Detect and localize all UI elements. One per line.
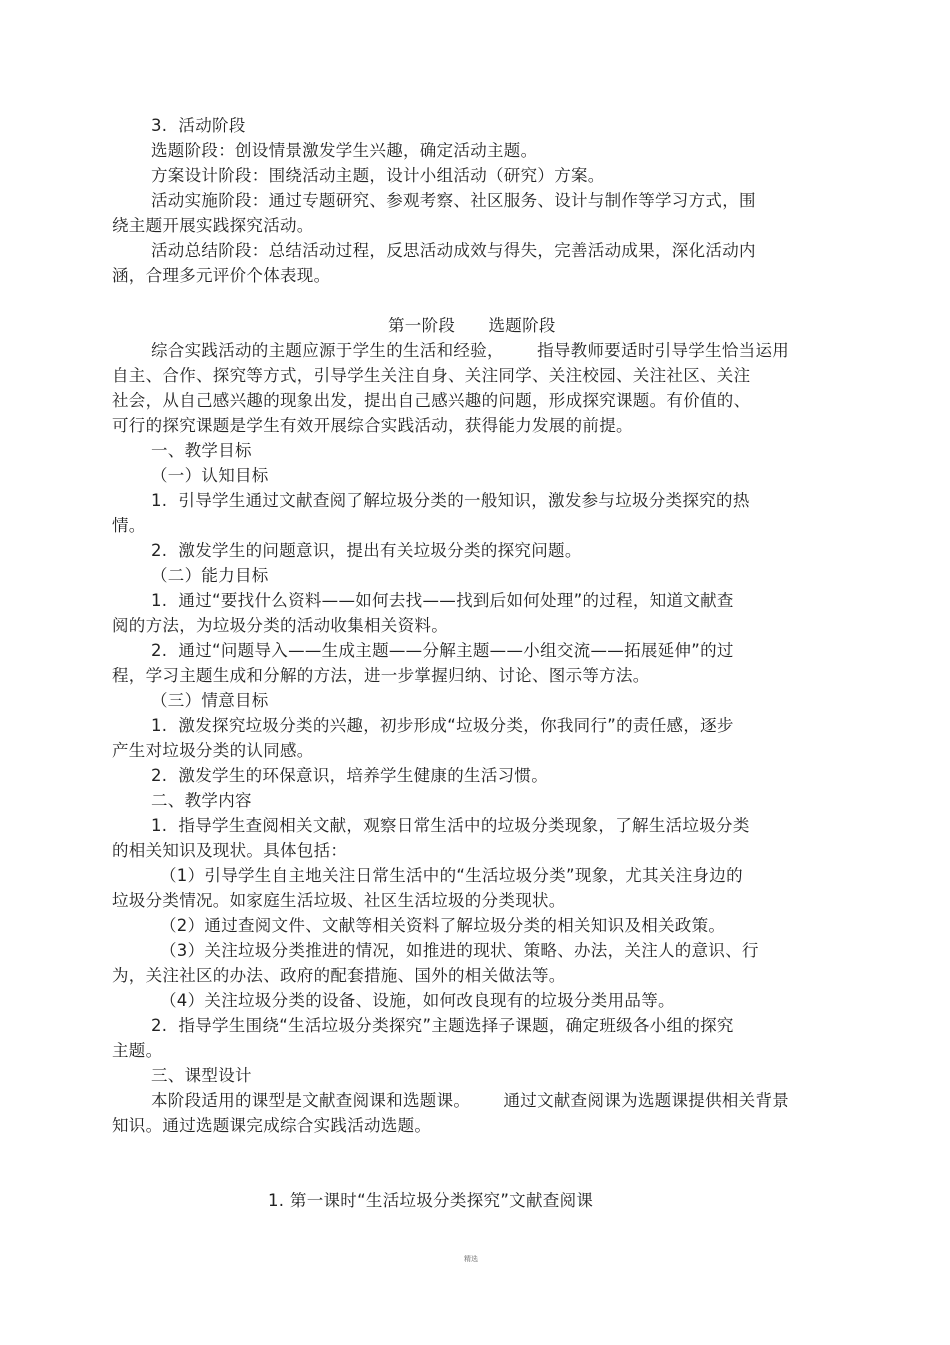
text-line: （2）通过查阅文件、文献等相关资料了解垃圾分类的相关知识及相关政策。 (160, 916, 726, 935)
text-line: 二、教学内容 (151, 791, 252, 810)
text-line: 产生对垃圾分类的认同感。 (112, 741, 314, 760)
page-footer: 精选 (464, 1255, 478, 1263)
text-line: 主题。 (112, 1041, 163, 1060)
text-line: （3）关注垃圾分类推进的情况，如推进的现状、策略、办法，关注人的意识、行 (160, 941, 759, 960)
text-line: 本阶段适用的课型是文献查阅课和选题课。 通过文献查阅课为选题课提供相关背景 (151, 1091, 790, 1110)
text-line: 2. 通过“问题导入——生成主题——分解主题——小组交流——拓展延伸”的过 (151, 641, 734, 660)
text-line: 涵，合理多元评价个体表现。 (112, 266, 331, 285)
text-line: 为，关注社区的办法、政府的配套措施、国外的相关做法等。 (112, 966, 566, 985)
text-line: 绕主题开展实践探究活动。 (112, 216, 314, 235)
text-line: （三）情意目标 (151, 691, 269, 710)
text-line: 方案设计阶段：围绕活动主题，设计小组活动（研究）方案。 (151, 166, 605, 185)
text-line: 知识。通过选题课完成综合实践活动选题。 (112, 1116, 432, 1135)
text-line: 活动总结阶段：总结活动过程，反思活动成效与得失，完善活动成果，深化活动内 (151, 241, 756, 260)
text-line: 2. 激发学生的问题意识，提出有关垃圾分类的探究问题。 (151, 541, 582, 560)
text-line: 三、课型设计 (151, 1066, 252, 1085)
text-line: 程，学习主题生成和分解的方法，进一步掌握归纳、讨论、图示等方法。 (112, 666, 650, 685)
text-line: 2. 指导学生围绕“生活垃圾分类探究”主题选择子课题，确定班级各小组的探究 (151, 1016, 734, 1035)
text-line: 活动实施阶段：通过专题研究、参观考察、社区服务、设计与制作等学习方式，围 (151, 191, 756, 210)
text-line: 2. 激发学生的环保意识，培养学生健康的生活习惯。 (151, 766, 549, 785)
text-line: 可行的探究课题是学生有效开展综合实践活动，获得能力发展的前提。 (112, 416, 633, 435)
text-line: 1. 第一课时“生活垃圾分类探究”文献查阅课 (268, 1191, 594, 1210)
text-line: 综合实践活动的主题应源于学生的生活和经验， 指导教师要适时引导学生恰当运用 (151, 341, 790, 360)
text-line: 垃圾分类情况。如家庭生活垃圾、社区生活垃圾的分类现状。 (112, 891, 566, 910)
text-line: 社会，从自己感兴趣的现象出发，提出自己感兴趣的问题，形成探究课题。有价值的、 (112, 391, 751, 410)
text-line: 1. 指导学生查阅相关文献，观察日常生活中的垃圾分类现象，了解生活垃圾分类 (151, 816, 750, 835)
text-line: （二）能力目标 (151, 566, 269, 585)
text-line: 1. 激发探究垃圾分类的兴趣，初步形成“垃圾分类，你我同行”的责任感，逐步 (151, 716, 734, 735)
text-line: 第一阶段 选题阶段 (388, 316, 556, 335)
text-line: 一、教学目标 (151, 441, 252, 460)
text-line: 3. 活动阶段 (151, 116, 246, 135)
text-line: （一）认知目标 (151, 466, 269, 485)
text-line: 情。 (112, 516, 146, 535)
text-line: 1. 引导学生通过文献查阅了解垃圾分类的一般知识，激发参与垃圾分类探究的热 (151, 491, 750, 510)
text-line: 阅的方法，为垃圾分类的活动收集相关资料。 (112, 616, 448, 635)
text-line: （4）关注垃圾分类的设备、设施，如何改良现有的垃圾分类用品等。 (160, 991, 675, 1010)
text-line: （1）引导学生自主地关注日常生活中的“生活垃圾分类”现象，尤其关注身边的 (160, 866, 743, 885)
text-line: 的相关知识及现状。具体包括： (112, 841, 348, 860)
text-line: 自主、合作、探究等方式，引导学生关注自身、关注同学、关注校园、关注社区、关注 (112, 366, 751, 385)
text-line: 1. 通过“要找什么资料——如何去找——找到后如何处理”的过程，知道文献查 (151, 591, 734, 610)
text-line: 选题阶段：创设情景激发学生兴趣，确定活动主题。 (151, 141, 538, 160)
